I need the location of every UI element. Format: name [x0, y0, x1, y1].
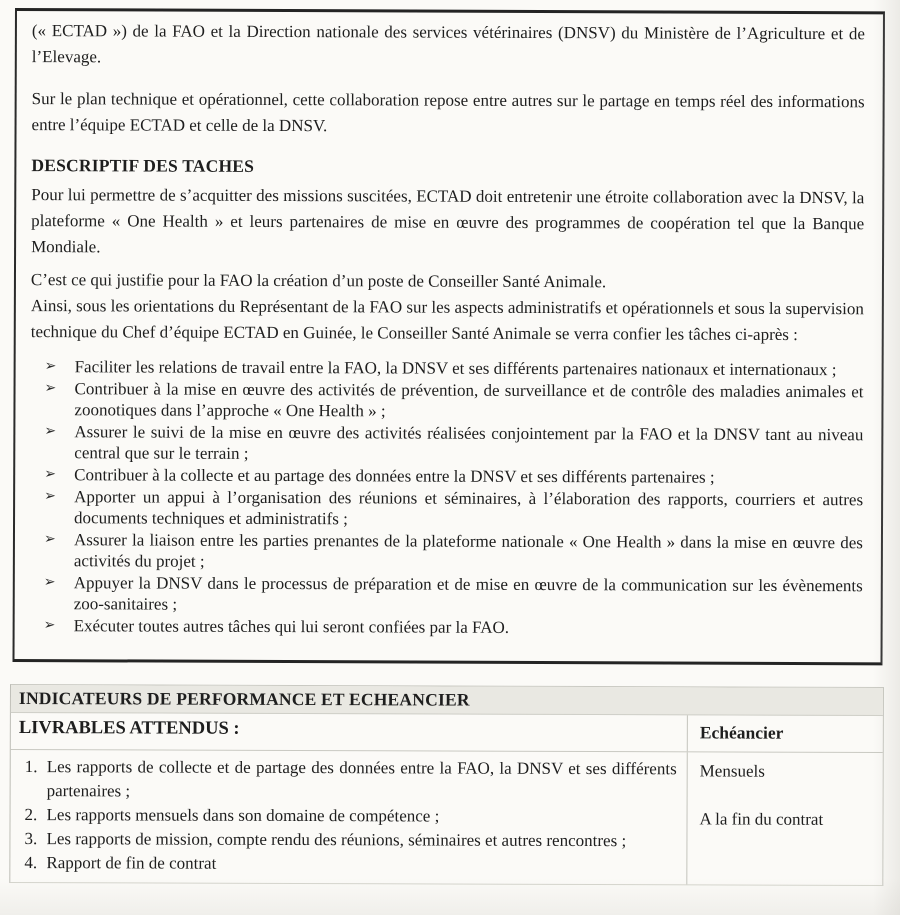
task-item: [31, 356, 864, 380]
schedule-mensuels: Mensuels: [699, 761, 765, 781]
task-text: Assurer la liaison entre les parties prenantes de la plateforme nationale « One Health » dans la mise en œuvre des activités du projet ;: [73, 530, 863, 571]
deliverable-text: Les rapports de collecte et de partage des données entre la FAO, la DNSV et ses différents partenaires ;: [46, 757, 677, 801]
deliverable-number: 2.: [24, 805, 38, 825]
task-item: [30, 615, 863, 639]
task-item: [30, 378, 863, 423]
task-text: Contribuer à la collecte et au partage des données entre la DNSV et ses différents partenaires ;: [74, 465, 715, 487]
column-header-livrables: LIVRABLES ATTENDUS :: [11, 713, 688, 751]
column-header-echeancier: Echéancier: [699, 722, 784, 743]
task-text: Apporter un appui à l’organisation des réunions et séminaires, à l’élaboration des rapports, courriers et autres documents techniques et administratifs ;: [74, 487, 864, 529]
deliverable-text: Les rapports de mission, compte rendu des réunions, séminaires et autres rencontres ;: [46, 829, 627, 851]
arrow-bullet-icon: ➢: [44, 423, 57, 440]
arrow-bullet-icon: ➢: [43, 531, 56, 548]
schedule-column: [687, 752, 882, 885]
task-text: Appuyer la DNSV dans le processus de préparation et de mise en œuvre de la communication sur les évènements zoo-sanitaires ;: [73, 573, 863, 614]
intro-paragraph-1: (« ECTAD ») de la FAO et la Direction nationale des services vétérinaires (DNSV) du Ministère de l’Agriculture et de l’Elevage.: [31, 21, 865, 67]
arrow-bullet-icon: ➢: [44, 466, 56, 483]
deliverable-text: Les rapports mensuels dans son domaine de compétence ;: [46, 805, 440, 826]
deliverables-list: [10, 750, 687, 884]
arrow-bullet-icon: ➢: [44, 488, 56, 505]
table-header-row: [11, 713, 883, 753]
table-title: INDICATEURS DE PERFORMANCE ET ECHEANCIER: [11, 685, 883, 716]
deliverable-item: [19, 851, 676, 877]
task-text: Contribuer à la mise en œuvre des activités de prévention, de surveillance et de contrôle des maladies animales et zoonotiques dans l’approche « One Health » ;: [74, 379, 864, 421]
task-item: [30, 486, 863, 531]
tasks-paragraph-1: Pour lui permettre de s’acquitter des missions suscitées, ECTAD doit entretenir une étroite collaboration avec la DNSV, la plateforme « One Health » et leurs partenaires de mise en œuvre des programmes de coopération tel que la Banque Mondiale.: [31, 185, 865, 257]
tasks-paragraph-3: Ainsi, sous les orientations du Représentant de la FAO sur les aspects administratifs et opérationnels et sous la supervision technique du Chef d’équipe ECTAD en Guinée, le Conseiller Santé Animale se verra confier les tâches ci-après :: [30, 296, 864, 345]
deliverable-item: [20, 755, 677, 805]
arrow-bullet-icon: ➢: [43, 617, 56, 634]
task-item: [30, 572, 863, 617]
arrow-bullet-icon: ➢: [43, 574, 56, 591]
table-body-row: [10, 750, 882, 885]
deliverable-number: 1.: [24, 757, 38, 777]
task-item: [30, 529, 863, 574]
task-list: [30, 356, 864, 639]
arrow-bullet-icon: ➢: [44, 380, 57, 397]
arrow-bullet-icon: ➢: [44, 358, 57, 375]
deliverable-number: 3.: [24, 829, 38, 849]
schedule-fin-contrat: A la fin du contrat: [699, 809, 824, 829]
performance-table: [9, 684, 884, 886]
section-heading-descriptif-des-taches: DESCRIPTIF DES TACHES: [31, 155, 255, 176]
deliverable-text: Rapport de fin de contrat: [46, 853, 217, 873]
task-text: Exécuter toutes autres tâches qui lui seront confiées par la FAO.: [73, 616, 510, 637]
task-text: Faciliter les relations de travail entre la FAO, la DNSV et ses différents partenaires nationaux et internationaux ;: [74, 357, 837, 380]
deliverable-number: 4.: [24, 853, 38, 873]
task-item: [30, 421, 863, 466]
intro-box: [12, 8, 885, 665]
task-item: [30, 464, 863, 488]
deliverable-item: [20, 803, 677, 829]
task-text: Assurer le suivi de la mise en œuvre des activités réalisées conjointement par la FAO et la DNSV tant au niveau central que sur le terrain ;: [74, 422, 864, 463]
intro-paragraph-2: Sur le plan technique et opérationnel, cette collaboration repose entre autres sur le partage en temps réel des informations entre l’équipe ECTAD et celle de la DNSV.: [31, 89, 865, 136]
tasks-paragraph-2: C’est ce qui justifie pour la FAO la création d’un poste de Conseiller Santé Animale.: [30, 270, 607, 292]
deliverable-item: [19, 827, 676, 853]
